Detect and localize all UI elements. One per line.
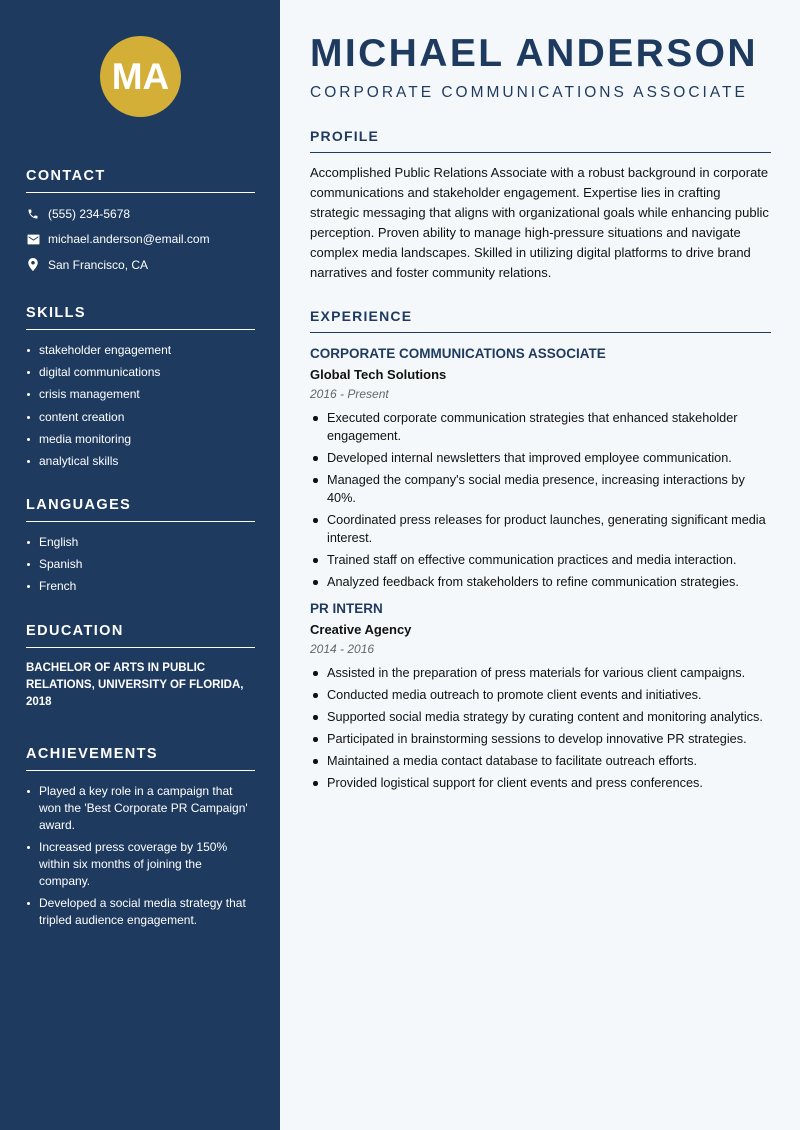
- achievement-item: Played a key role in a campaign that won the 'Best Corporate PR Campaign' award.: [26, 783, 255, 834]
- job-company: Creative Agency: [310, 622, 412, 637]
- languages-list: [26, 534, 255, 595]
- job-title: CORPORATE COMMUNICATIONS ASSOCIATE: [310, 346, 606, 361]
- profile-heading: PROFILE: [310, 128, 771, 153]
- job-bullet: Supported social media strategy by curating content and monitoring analytics.: [310, 708, 771, 726]
- location-text: San Francisco, CA: [48, 257, 149, 272]
- job-bullet: Assisted in the preparation of press materials for various client campaigns.: [310, 664, 771, 682]
- email-text: michael.anderson@email.com: [48, 232, 210, 246]
- sidebar: [0, 0, 280, 1130]
- achievement-item: Increased press coverage by 150% within six months of joining the company.: [26, 839, 255, 890]
- avatar: MA: [100, 36, 181, 117]
- skills-heading: SKILLS: [26, 305, 255, 330]
- achievements-list: [26, 783, 255, 929]
- job-dates: 2014 - 2016: [310, 642, 375, 656]
- profile-section: [310, 128, 771, 283]
- skill-item: crisis management: [26, 386, 255, 403]
- experience-heading: EXPERIENCE: [310, 308, 771, 333]
- job-bullets: [310, 664, 771, 792]
- phone-icon: [26, 207, 40, 221]
- skill-item: stakeholder engagement: [26, 342, 255, 359]
- profile-text: Accomplished Public Relations Associate with a robust background in corporate communications and stakeholder engagement. Expertise lies in crafting strategic messaging that aligns with organizational goals while enhancing public perception. Proven ability to manage high-pressure situations and navigate complex media landscapes. Skilled in utilizing digital platforms to drive brand narratives and foster community relations.: [310, 165, 769, 280]
- skills-list: [26, 342, 255, 470]
- contact-email: [26, 231, 255, 248]
- job-dates: 2016 - Present: [310, 387, 389, 401]
- candidate-title: CORPORATE COMMUNICATIONS ASSOCIATE: [310, 84, 748, 101]
- phone-text: (555) 234-5678: [48, 206, 131, 221]
- job-title: PR INTERN: [310, 601, 383, 616]
- email-icon: [26, 232, 40, 246]
- achievement-item: Developed a social media strategy that tripled audience engagement.: [26, 895, 255, 929]
- language-item: French: [26, 578, 255, 595]
- skill-item: media monitoring: [26, 431, 255, 448]
- contact-heading: CONTACT: [26, 168, 255, 193]
- languages-heading: LANGUAGES: [26, 497, 255, 522]
- language-item: English: [26, 534, 255, 551]
- languages-section: [26, 497, 255, 601]
- skill-item: digital communications: [26, 364, 255, 381]
- location-pin-icon: [26, 258, 40, 272]
- education-heading: EDUCATION: [26, 623, 255, 648]
- education-degree: BACHELOR OF ARTS IN PUBLIC RELATIONS, UNIVERSITY OF FLORIDA, 2018: [26, 662, 244, 709]
- contact-section: [26, 168, 255, 282]
- contact-location: [26, 256, 255, 273]
- job-bullet: Coordinated press releases for product launches, generating significant media interest.: [310, 511, 771, 547]
- job-entry: [310, 346, 771, 591]
- job-company: Global Tech Solutions: [310, 367, 447, 382]
- job-bullets: [310, 409, 771, 591]
- job-bullet: Developed internal newsletters that improved employee communication.: [310, 449, 771, 467]
- language-item: Spanish: [26, 556, 255, 573]
- experience-section: [310, 308, 771, 796]
- achievements-section: [26, 746, 255, 935]
- achievements-heading: ACHIEVEMENTS: [26, 746, 255, 771]
- job-bullet: Provided logistical support for client events and press conferences.: [310, 774, 771, 792]
- job-bullet: Executed corporate communication strategies that enhanced stakeholder engagement.: [310, 409, 771, 445]
- job-bullet: Managed the company's social media presence, increasing interactions by 40%.: [310, 471, 771, 507]
- job-bullet: Trained staff on effective communication practices and media interaction.: [310, 551, 771, 569]
- job-entry: [310, 601, 771, 792]
- skills-section: [26, 305, 255, 475]
- education-section: [26, 623, 255, 712]
- candidate-name: MICHAEL ANDERSON: [310, 32, 758, 75]
- skill-item: content creation: [26, 409, 255, 426]
- job-bullet: Analyzed feedback from stakeholders to refine communication strategies.: [310, 573, 771, 591]
- job-bullet: Conducted media outreach to promote client events and initiatives.: [310, 686, 771, 704]
- skill-item: analytical skills: [26, 453, 255, 470]
- job-bullet: Participated in brainstorming sessions to develop innovative PR strategies.: [310, 730, 771, 748]
- contact-phone: [26, 205, 255, 222]
- job-bullet: Maintained a media contact database to facilitate outreach efforts.: [310, 752, 771, 770]
